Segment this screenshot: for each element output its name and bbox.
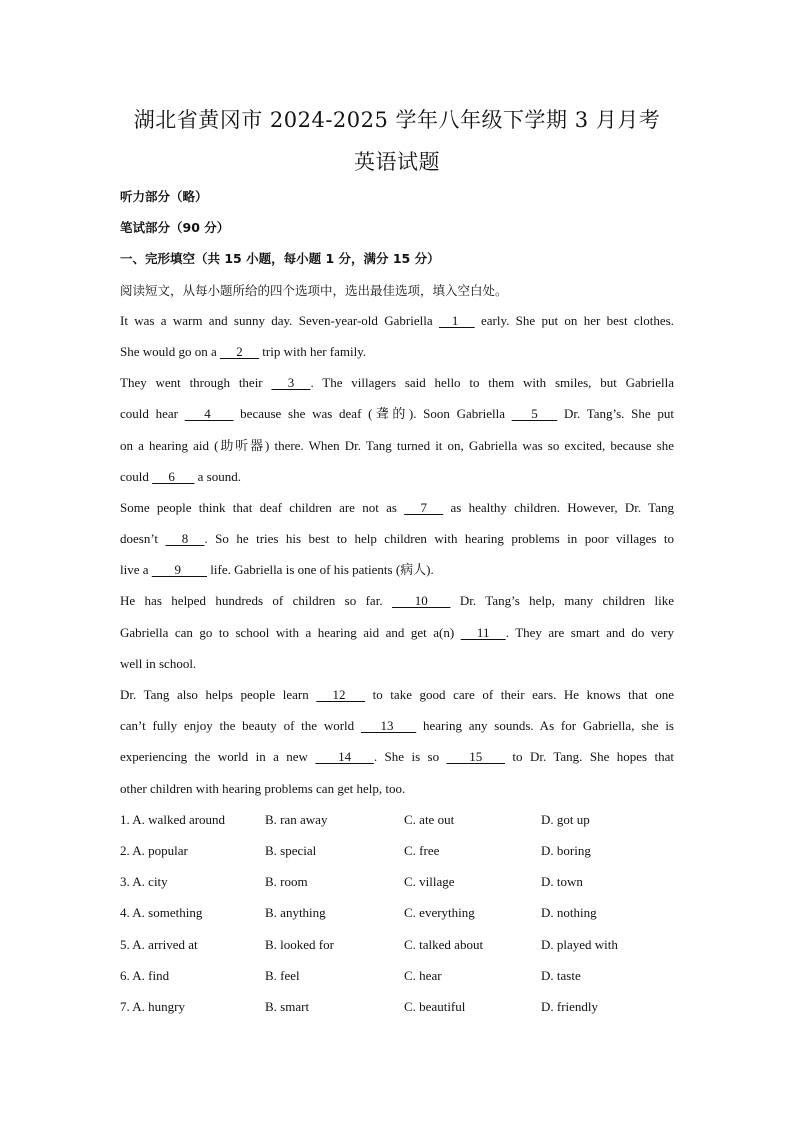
option-a[interactable]: 7. A. hungry [120, 999, 185, 1014]
passage-line: well in school. [120, 656, 197, 671]
option-c[interactable]: C. talked about [404, 937, 484, 952]
blank-13[interactable]: 13 [360, 718, 417, 733]
option-b[interactable]: B. smart [265, 999, 310, 1014]
option-c[interactable]: C. hear [404, 968, 442, 983]
passage-line: on a hearing aid (助听器) there. When Dr. Tang turned it on, Gabriella was so excited, because she [120, 438, 674, 453]
option-b[interactable]: B. feel [265, 968, 300, 983]
option-b[interactable]: B. anything [265, 905, 326, 920]
option-d[interactable]: D. nothing [541, 905, 597, 920]
blank-6[interactable]: 6 [152, 469, 195, 484]
passage-line: Dr. Tang also helps people learn 12 to take good care of their ears. He knows that one [120, 687, 674, 702]
blank-3[interactable]: 3 [271, 375, 311, 390]
option-a[interactable]: 4. A. something [120, 905, 203, 920]
section-cloze-heading: 一、完形填空（共 15 小题，每小题 1 分，满分 15 分） [120, 251, 440, 266]
passage-line: She would go on a 2 trip with her family. [120, 344, 367, 359]
passage-line: other children with hearing problems can get help, too. [120, 781, 406, 796]
exam-subtitle: 英语试题 [354, 150, 440, 174]
cloze-instruction: 阅读短文，从每小题所给的四个选项中，选出最佳选项，填入空白处。 [120, 283, 508, 298]
option-b[interactable]: B. special [265, 843, 317, 858]
passage-line: Some people think that deaf children are not as 7 as healthy children. However, Dr. Tang [120, 500, 674, 515]
option-b[interactable]: B. ran away [265, 812, 328, 827]
blank-11[interactable]: 11 [460, 625, 506, 640]
option-c[interactable]: C. village [404, 874, 455, 889]
option-d[interactable]: D. town [541, 874, 583, 889]
blank-15[interactable]: 15 [446, 749, 506, 764]
blank-12[interactable]: 12 [316, 687, 366, 702]
passage-line: Gabriella can go to school with a hearing aid and get a(n) 11 . They are smart and do very [120, 625, 674, 640]
passage-line: could 6 a sound. [120, 469, 241, 484]
option-a[interactable]: 6. A. find [120, 968, 170, 983]
blank-1[interactable]: 1 [438, 313, 475, 328]
option-c[interactable]: C. beautiful [404, 999, 466, 1014]
passage-line: can’t fully enjoy the beauty of the world 13 hearing any sounds. As for Gabriella, she is [120, 718, 674, 733]
blank-14[interactable]: 14 [315, 749, 374, 764]
option-a[interactable]: 5. A. arrived at [120, 937, 198, 952]
blank-9[interactable]: 9 [151, 562, 208, 577]
section-writing: 笔试部分（90 分） [120, 220, 230, 235]
passage-line: experiencing the world in a new 14 . She is so 15 to Dr. Tang. She hopes that [120, 749, 674, 764]
passage-line: He has helped hundreds of children so far. 10 Dr. Tang’s help, many children like [120, 593, 674, 608]
option-d[interactable]: D. got up [541, 812, 590, 827]
blank-8[interactable]: 8 [165, 531, 205, 546]
passage-line: could hear 4 because she was deaf (聋的). Soon Gabriella 5 Dr. Tang’s. She put [120, 406, 674, 421]
section-listening: 听力部分（略） [120, 189, 208, 204]
option-b[interactable]: B. room [265, 874, 308, 889]
passage-line: live a 9 life. Gabriella is one of his patients (病人). [120, 562, 434, 577]
option-a[interactable]: 1. A. walked around [120, 812, 226, 827]
option-c[interactable]: C. ate out [404, 812, 455, 827]
option-c[interactable]: C. everything [404, 905, 475, 920]
option-d[interactable]: D. friendly [541, 999, 599, 1014]
blank-7[interactable]: 7 [404, 500, 444, 515]
option-d[interactable]: D. boring [541, 843, 591, 858]
blank-2[interactable]: 2 [220, 344, 260, 359]
option-a[interactable]: 3. A. city [120, 874, 168, 889]
passage-line: It was a warm and sunny day. Seven-year-old Gabriella 1 early. She put on her best clothes. [120, 313, 674, 328]
blank-5[interactable]: 5 [511, 406, 558, 421]
blank-10[interactable]: 10 [391, 593, 451, 608]
passage-line: doesn’t 8 . So he tries his best to help children with hearing problems in poor villages to [120, 531, 674, 546]
option-d[interactable]: D. played with [541, 937, 618, 952]
option-b[interactable]: B. looked for [265, 937, 334, 952]
exam-title: 湖北省黄冈市 2024-2025 学年八年级下学期 3 月月考 [133, 108, 661, 132]
blank-4[interactable]: 4 [184, 406, 234, 421]
passage-line: They went through their 3 . The villagers said hello to them with smiles, but Gabriella [120, 375, 674, 390]
option-c[interactable]: C. free [404, 843, 440, 858]
option-d[interactable]: D. taste [541, 968, 581, 983]
option-a[interactable]: 2. A. popular [120, 843, 188, 858]
